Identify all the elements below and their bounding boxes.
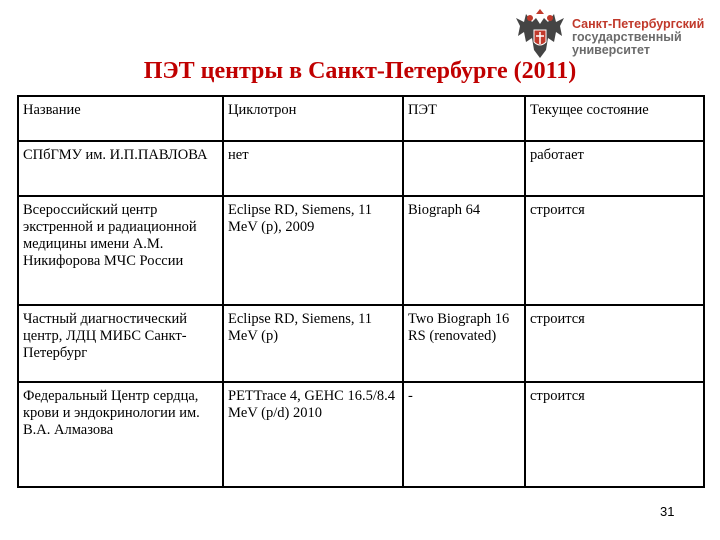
slide-number: 31 <box>660 504 675 519</box>
logo-text <box>572 18 704 57</box>
cell-cyclotron: нет <box>223 141 403 196</box>
header-status: Текущее состояние <box>525 96 704 141</box>
cell-name: Федеральный Центр сердца, крови и эндокринологии им. В.А. Алмазова <box>18 382 223 487</box>
logo-line-2: государственный <box>572 30 682 44</box>
cell-cyclotron: Eclipse RD, Siemens, 11 MeV (p), 2009 <box>223 196 403 305</box>
pet-centers-table <box>17 95 705 488</box>
cell-pet: - <box>403 382 525 487</box>
table-row <box>18 305 704 382</box>
cell-status: работает <box>525 141 704 196</box>
cell-status: строится <box>525 196 704 305</box>
cell-name: СПбГМУ им. И.П.ПАВЛОВА <box>18 141 223 196</box>
cell-pet <box>403 141 525 196</box>
cell-status: строится <box>525 305 704 382</box>
cell-name: Частный диагностический центр, ЛДЦ МИБС Санкт-Петербург <box>18 305 223 382</box>
header-cyclotron: Циклотрон <box>223 96 403 141</box>
cell-name: Всероссийский центр экстренной и радиационной медицины имени А.М. Никифорова МЧС России <box>18 196 223 305</box>
logo-line-1: Санкт-Петербургский <box>572 17 705 31</box>
cell-status: строится <box>525 382 704 487</box>
table-row <box>18 382 704 487</box>
university-logo <box>512 8 712 64</box>
table-header-row <box>18 96 704 141</box>
cell-cyclotron: Eclipse RD, Siemens, 11 MeV (p) <box>223 305 403 382</box>
cell-pet: Biograph 64 <box>403 196 525 305</box>
double-headed-eagle-icon <box>512 8 568 64</box>
header-pet: ПЭТ <box>403 96 525 141</box>
cell-pet: Two Biograph 16 RS (renovated) <box>403 305 525 382</box>
table-row <box>18 196 704 305</box>
logo-line-3: университет <box>572 43 650 57</box>
slide-title: ПЭТ центры в Санкт-Петербурге (2011) <box>143 58 577 84</box>
header-name: Название <box>18 96 223 141</box>
table-row <box>18 141 704 196</box>
cell-cyclotron: PETTrace 4, GEHC 16.5/8.4 MeV (p/d) 2010 <box>223 382 403 487</box>
